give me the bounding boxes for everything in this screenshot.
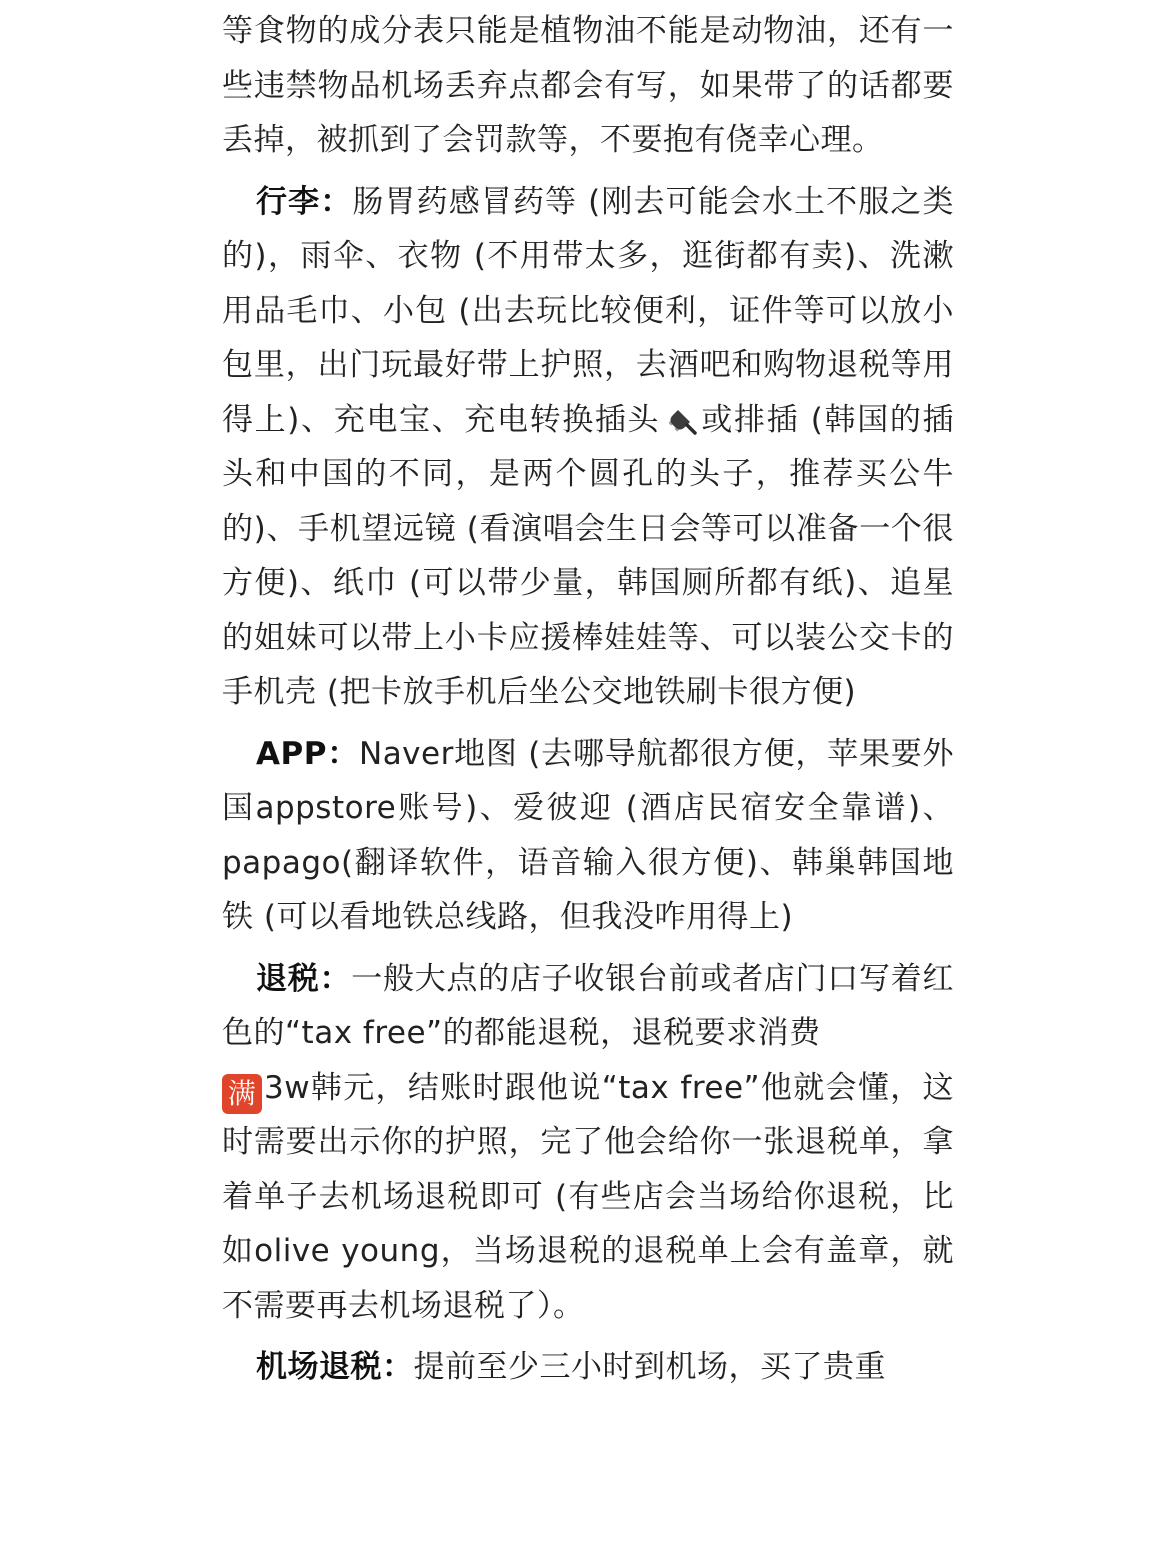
electric-plug-icon [664,400,700,436]
paragraph-app [222,727,954,945]
luggage-text-part2: 或排插 (韩国的插头和中国的不同，是两个圆孔的头子，推荐买公牛的)、手机望远镜 (看演唱会生日会等可以准备一个很方便)、纸巾 (可以带少量，韩国厕所都有纸)、追星的姐妹可以带上小卡应援棒娃娃等、可以装公交卡的手机壳 (把卡放手机后坐公交地铁刷卡很方便) [222,401,955,710]
paragraph-intro [222,4,954,168]
paragraph-luggage [222,175,954,720]
app-label: APP： [256,735,359,772]
tax-refund-label: 退税： [256,960,352,997]
full-badge-icon: 满 [222,1074,262,1114]
luggage-text-part1: 肠胃药感冒药等 (刚去可能会水土不服之类的)，雨伞、衣物 (不用带太多，逛街都有卖)、洗漱用品毛巾、小包 (出去玩比较便利，证件等可以放小包里，出门玩最好带上护照，去酒吧和购物退税等用得上)、充电宝、充电转换插头 [222,183,955,438]
airport-refund-text: 提前至少三小时到机场，买了贵重 [413,1349,886,1385]
luggage-label: 行李： [256,183,353,220]
paragraph-airport-refund [222,1340,954,1395]
tax-refund-text-part1: 一般大点的店子收银台前或者店门口写着红色的“tax free”的都能退税，退税要求消费 [222,960,955,1051]
app-text: Naver地图 (去哪导航都很方便，苹果要外国appstore账号)、爱彼迎 (酒店民宿安全靠谱)、papago(翻译软件，语音输入很方便)、韩巢韩国地铁 (可以看地铁总线路，但我没咋用得上) [222,735,955,935]
airport-refund-label: 机场退税： [256,1349,414,1385]
tax-refund-text-part2: 3w韩元，结账时跟他说“tax free”他就会懂，这时需要出示你的护照，完了他会给你一张退税单，拿着单子去机场退税即可 (有些店会当场给你退税，比如olive young，当场退税的退税单上会有盖章，就不需要再去机场退税了）。 [222,1069,954,1324]
article-body [222,4,954,1402]
paragraph-tax-refund [222,952,954,1334]
intro-text: 等食物的成分表只能是植物油不能是动物油，还有一些违禁物品机场丢弃点都会有写，如果带了的话都要丢掉，被抓到了会罚款等，不要抱有侥幸心理。 [222,13,954,158]
